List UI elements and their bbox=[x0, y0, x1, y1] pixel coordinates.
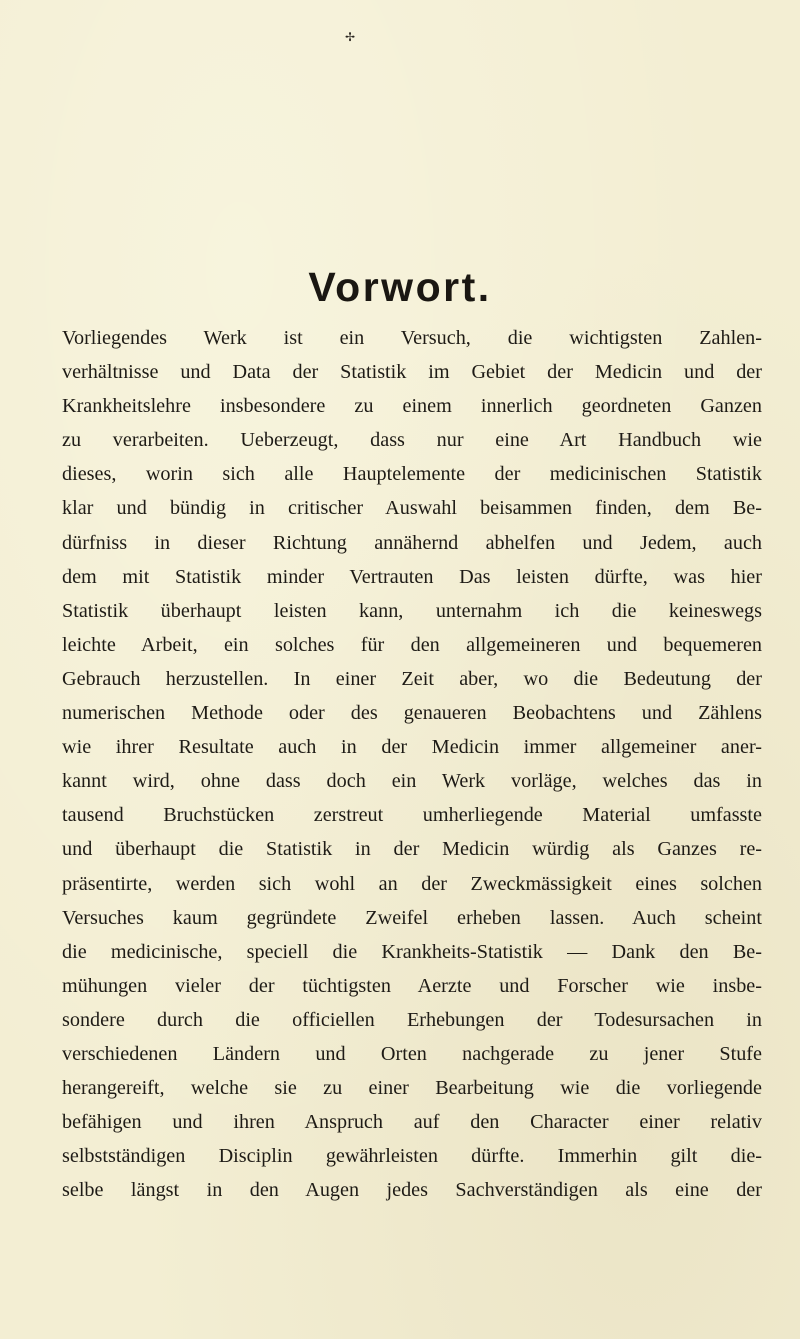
text-line: herangereift, welche sie zu einer Bearbeitung wie die vorliegende bbox=[62, 1077, 762, 1100]
text-line: Gebrauch herzustellen. In einer Zeit aber, wo die Bedeutung der bbox=[62, 667, 762, 690]
preface-body bbox=[62, 321, 762, 1207]
text-line: mühungen vieler der tüchtigsten Aerzte und Forscher wie insbe- bbox=[62, 974, 762, 997]
text-line: selbstständigen Disciplin gewährleisten dürfte. Immerhin gilt die- bbox=[62, 1145, 762, 1168]
text-line: befähigen und ihren Anspruch auf den Character einer relativ bbox=[62, 1111, 762, 1134]
text-line: dem mit Statistik minder Vertrauten Das leisten dürfte, was hier bbox=[62, 565, 762, 588]
text-line: die medicinische, speciell die Krankheits-Statistik — Dank den Be- bbox=[62, 940, 762, 963]
text-line: leichte Arbeit, ein solches für den allgemeineren und bequemeren bbox=[62, 633, 762, 656]
text-line: tausend Bruchstücken zerstreut umherliegende Material umfasste bbox=[62, 804, 762, 827]
text-line: zu verarbeiten. Ueberzeugt, dass nur eine Art Handbuch wie bbox=[62, 429, 762, 452]
text-line: kannt wird, ohne dass doch ein Werk vorläge, welches das in bbox=[62, 770, 762, 793]
text-line: Versuches kaum gegründete Zweifel erheben lassen. Auch scheint bbox=[62, 906, 762, 929]
text-line: wie ihrer Resultate auch in der Medicin immer allgemeiner aner- bbox=[62, 736, 762, 759]
text-line: dieses, worin sich alle Hauptelemente der medicinischen Statistik bbox=[62, 463, 762, 486]
text-line: verhältnisse und Data der Statistik im Gebiet der Medicin und der bbox=[62, 361, 762, 384]
ornament-icon: ✢ bbox=[344, 30, 356, 44]
text-line: selbe längst in den Augen jedes Sachverständigen als eine der bbox=[62, 1179, 762, 1202]
text-line: numerischen Methode oder des genaueren Beobachtens und Zählens bbox=[62, 702, 762, 725]
text-line: Krankheitslehre insbesondere zu einem innerlich geordneten Ganzen bbox=[62, 395, 762, 418]
text-line: Vorliegendes Werk ist ein Versuch, die wichtigsten Zahlen- bbox=[62, 327, 762, 349]
text-line: klar und bündig in critischer Auswahl beisammen finden, dem Be- bbox=[62, 497, 762, 520]
text-line: und überhaupt die Statistik in der Medicin würdig als Ganzes re- bbox=[62, 838, 762, 861]
text-line: dürfniss in dieser Richtung annähernd abhelfen und Jedem, auch bbox=[62, 531, 762, 554]
page-title: Vorwort. bbox=[308, 264, 492, 310]
text-line: präsentirte, werden sich wohl an der Zweckmässigkeit eines solchen bbox=[62, 872, 762, 895]
text-line: sondere durch die officiellen Erhebungen der Todesursachen in bbox=[62, 1008, 762, 1031]
text-line: Statistik überhaupt leisten kann, unternahm ich die keineswegs bbox=[62, 599, 762, 622]
text-line: verschiedenen Ländern und Orten nachgerade zu jener Stufe bbox=[62, 1042, 762, 1065]
